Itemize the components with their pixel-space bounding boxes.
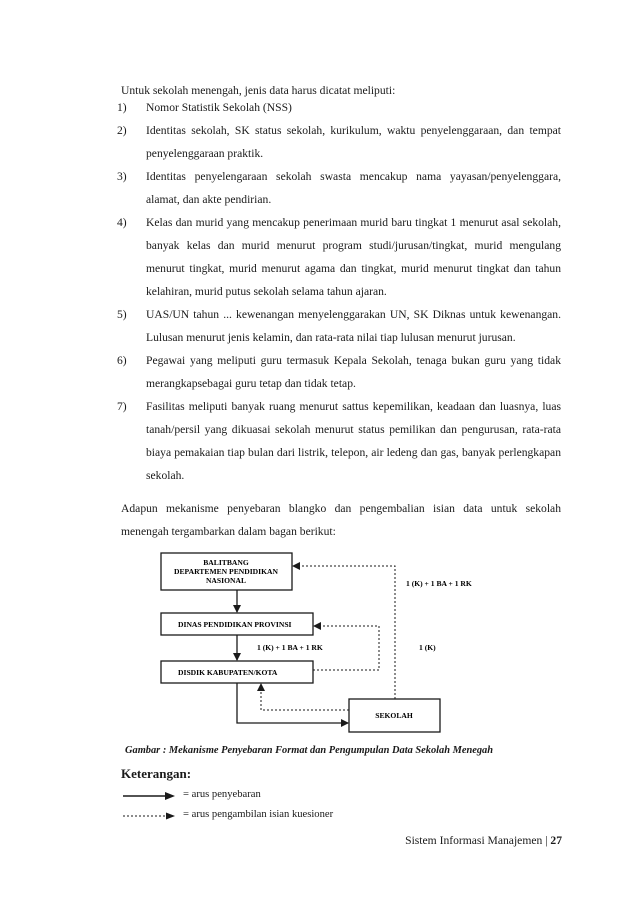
list-item-number: 1) <box>117 101 127 114</box>
data-list <box>117 96 561 487</box>
box-sekolah-label: SEKOLAH <box>375 711 413 720</box>
legend-solid-label: = arus penyebaran <box>183 789 261 800</box>
box-dinas-provinsi-label: DINAS PENDIDIKAN PROVINSI <box>178 620 292 629</box>
distribution-diagram <box>140 546 560 742</box>
dotted-arrow-icon <box>121 811 177 821</box>
list-item-text: Identitas penyelengaraan sekolah swasta mencakup nama yayasan/penyelenggara, alamat, dan akte pendirian. <box>146 170 561 206</box>
list-item-text: Identitas sekolah, SK status sekolah, kurikulum, waktu penyelenggaraan, dan tempat penyelenggaraan praktik. <box>146 124 561 160</box>
legend-row-dotted <box>121 809 441 829</box>
list-item-text: Fasilitas meliputi banyak ruang menurut sattus kepemilikan, keadaan dan luasnya, luas tanah/persil yang dikuasai sekolah menurut status pemilikan dan pengurusan, rata-rata biaya pemakaian tiap bulan dari listrik, telepon, air ledeng dan gas, banyak perlengkapan sekolah. <box>146 400 561 482</box>
list-item <box>117 119 561 165</box>
page-footer <box>405 834 562 847</box>
list-item <box>117 211 561 303</box>
box-disdik-label: DISDIK KABUPATEN/KOTA <box>178 668 278 677</box>
list-item <box>117 303 561 349</box>
list-item-number: 6) <box>117 354 127 367</box>
label-right-flow: 1 (K) <box>419 643 436 652</box>
list-item <box>117 349 561 395</box>
list-item <box>117 395 561 487</box>
list-item-text: UAS/UN tahun ... kewenangan menyelenggarakan UN, SK Diknas untuk kewenangan. Lulusan menurut jenis kelamin, dan rata-rata nilai tiap lulusan menurut jurusan. <box>146 308 561 344</box>
label-inner-flow: 1 (K) + 1 BA + 1 RK <box>257 643 323 652</box>
list-item-text: Pegawai yang meliputi guru termasuk Kepala Sekolah, tenaga bukan guru yang tidak merangkapsebagai guru tetap dan tidak tetap. <box>146 354 561 390</box>
arrow-disdik-to-sekolah <box>237 683 348 723</box>
legend-row-solid <box>121 789 441 809</box>
solid-arrow-icon <box>121 791 177 801</box>
list-item-text: Kelas dan murid yang mencakup penerimaan murid baru tingkat 1 menurut asal sekolah, banyak kelas dan murid menurut program studi/jurusan/tingkat, murid mengulang menurut tingkat, murid menurut agama dan tingkat, murid menurut tingkat dan tahun kelahiran, murid putus sekolah selama tahun ajaran. <box>146 216 561 298</box>
list-item-number: 4) <box>117 216 127 229</box>
dotted-sekolah-to-disdik <box>261 684 349 710</box>
label-outer-flow: 1 (K) + 1 BA + 1 RK <box>406 579 472 588</box>
box-balitbang-line3: NASIONAL <box>205 576 247 585</box>
list-item-number: 2) <box>117 124 127 137</box>
list-item-text: Nomor Statistik Sekolah (NSS) <box>146 101 292 114</box>
page-number: 27 <box>550 834 562 847</box>
diagram-intro-paragraph: Adapun mekanisme penyebaran blangko dan pengembalian isian data untuk sekolah menengah tergambarkan dalam bagan berikut: <box>121 502 561 538</box>
list-item <box>117 165 561 211</box>
legend-dotted-label: = arus pengambilan isian kuesioner <box>183 809 334 820</box>
list-item-number: 7) <box>117 400 127 413</box>
box-balitbang-line2: DEPARTEMEN PENDIDIKAN <box>173 567 279 576</box>
list-item-number: 3) <box>117 170 127 183</box>
figure-caption: Gambar : Mekanisme Penyebaran Format dan Pengumpulan Data Sekolah Menegah <box>125 745 494 756</box>
list-item-number: 5) <box>117 308 127 321</box>
footer-title: Sistem Informasi Manajemen | <box>405 834 551 847</box>
intro-text: Untuk sekolah menengah, jenis data harus dicatat meliputi: <box>121 84 396 97</box>
list-item <box>117 96 561 119</box>
legend-title: Keterangan: <box>121 766 192 781</box>
box-balitbang-line1: BALITBANG <box>203 558 249 567</box>
dotted-disdik-to-dinas <box>313 626 379 670</box>
legend <box>121 789 441 829</box>
